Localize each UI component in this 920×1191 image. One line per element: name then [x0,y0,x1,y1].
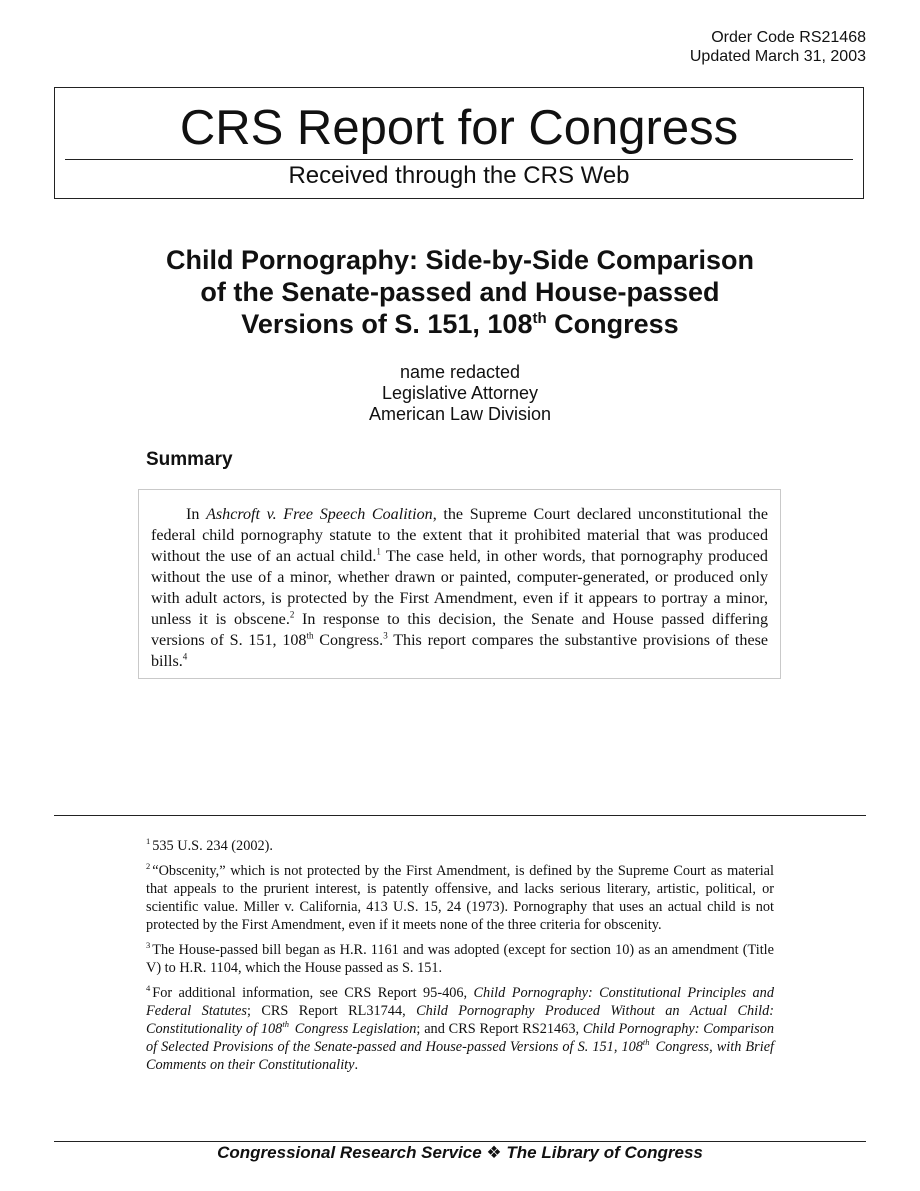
footnote-1: $^1$ 535 U.S. 234 (2002). [146,836,273,854]
footer-left: Congressional Research Service [217,1143,482,1162]
footnotes [146,837,774,1081]
footer-divider [54,1141,866,1142]
footnote-ref-4[interactable]: 4 [182,651,188,662]
summary-heading: Summary [146,449,233,470]
author-position: Legislative Attorney [381,383,539,403]
header-divider [65,159,853,160]
updated-date: Updated March 31, 2003 [689,48,866,65]
report-title [60,244,860,340]
footnote-ref-1[interactable]: 1 [376,546,381,557]
page-footer [0,1143,920,1163]
report-header-box [54,87,864,199]
footnote-3: $^3$ The House-passed bill began as H.R. 1161 and was adopted (except for section 10) as an amendment (Title V) to H.R. 1104, which the House passed as S. 151. [146,940,774,976]
author-name: name redacted [399,362,521,382]
title-line-3: Versions of S. 151, 108th Congress [241,309,679,339]
footnote-ref-3[interactable]: 3 [383,630,388,641]
diamond-icon: ❖ [486,1143,502,1162]
report-series-title: CRS Report for Congress [179,101,739,155]
summary-paragraph: In Ashcroft v. Free Speech Coalition, the Supreme Court declared unconstitutional the federal child pornography statute to the extent that it prohibited material that was produced without the use of an actual child.$^1$ The case held, in other words, that pornography produced without the use of a minor, whether drawn or painted, computer-generated, or produced only with adult actors, is protected by the First Amendment, even if it appears to portray a minor, unless it is obscene.$^2$ In response to this decision, the Senate and House passed differing versions of S. 151, 108th Congress.$^3$ This report compares the substantive provisions of these bills.$^4$ [151,506,769,670]
title-line-2: of the Senate-passed and House-passed [200,277,720,307]
footer-right: The Library of Congress [506,1143,703,1162]
order-code: Order Code RS21468 [711,29,866,46]
summary-box [138,489,781,679]
case-name: Ashcroft v. Free Speech Coalition [206,506,433,523]
order-info [690,28,866,66]
footnote-2: $^2$ “Obscenity,” which is not protected by the First Amendment, is defined by the Supreme Court as material that appeals to the prurient interest, is patently offensive, and lacks serious literary, artistic, political, or scientific value. Miller v. California, 413 U.S. 15, 24 (1973). Pornography that uses an actual child is not protected by the First Amendment, even if it meets none of the three criteria for obscenity. [146,861,774,933]
received-line: Received through the CRS Web [288,162,630,189]
title-line-1: Child Pornography: Side-by-Side Comparison [165,245,755,275]
author-block [0,362,920,425]
footnote-ref-2[interactable]: 2 [289,609,295,620]
footnote-divider [54,815,866,816]
footnote-4: $^4$ For additional information, see CRS Report 95-406, Child Pornography: Constitutional Principles and Federal Statutes; CRS Report RL31744, Child Pornography Produced Without an Actual Child: Constitutionality of 108th Congress Legislation; and CRS Report RS21463, Child Pornography: Comparison of Selected Provisions of the Senate-passed and House-passed Versions of S. 151, 108th Congress, with Brief Comments on their Constitutionality. [146,983,775,1073]
author-division: American Law Division [368,404,552,424]
